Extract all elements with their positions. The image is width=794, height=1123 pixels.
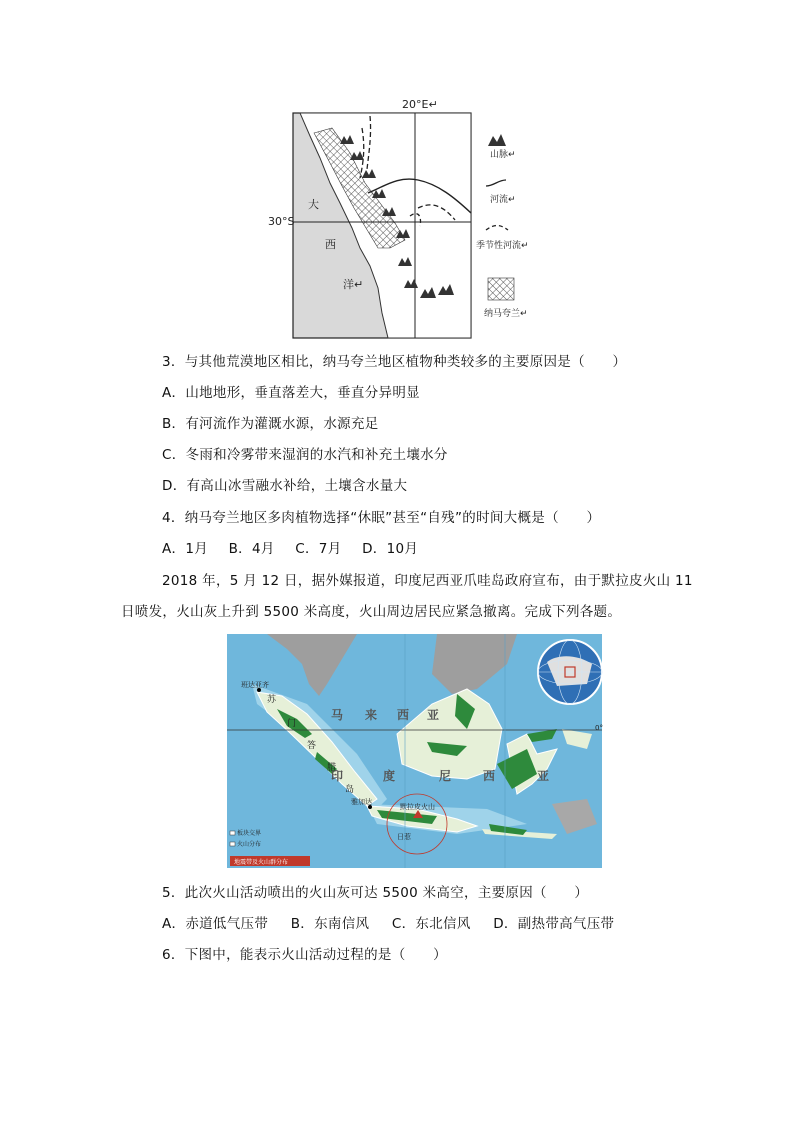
label-merapi: 默拉皮火山 — [400, 803, 435, 811]
ocean-char-3: 洋↵ — [343, 278, 364, 291]
q5-option-a: A．赤道低气压带 — [162, 916, 269, 932]
label-equator: 0° — [595, 724, 603, 732]
legend-namaqualand-label: 纳马夸兰↵ — [484, 309, 528, 319]
globe-inset-icon — [538, 640, 602, 704]
q3-option-d: D．有高山冰雪融水补给，土壤含水量大 — [162, 478, 408, 494]
q3-option-a: A．山地地形，垂直落差大，垂直分异明显 — [162, 385, 420, 401]
ocean-char-2: 西 — [325, 238, 336, 251]
q4-option-c: C．7月 — [295, 541, 342, 557]
legend-seasonal-river-label: 季节性河流↵ — [476, 241, 529, 251]
namaqualand-map — [270, 98, 540, 343]
label-malaysia-2: 来 — [365, 708, 378, 722]
q4-option-a: A．1月 — [162, 541, 209, 557]
legend-plate-label: 板块交界 — [237, 830, 262, 837]
indonesia-map-svg — [227, 634, 602, 868]
seasonal-river-icon — [486, 226, 508, 231]
mountain-range-icon — [488, 134, 506, 146]
label-malaysia-3: 西 — [397, 708, 410, 722]
label-sumatra-1: 苏 — [267, 695, 277, 705]
legend-volcano-icon — [230, 842, 235, 846]
lon-label: 20°E↵ — [402, 98, 438, 111]
label-indonesia-5: 亚 — [537, 769, 550, 783]
q5-option-c: C．东北信风 — [391, 916, 471, 932]
ocean-char-1: 大 — [308, 198, 319, 211]
q4-options — [162, 540, 418, 558]
legend-river-label: 河流↵ — [490, 195, 516, 205]
label-malaysia-1: 马 — [331, 708, 344, 722]
label-sumatra-4: 腊 — [327, 763, 337, 773]
legend-volcano-label: 火山分布 — [237, 841, 262, 848]
label-malaysia-4: 亚 — [427, 708, 440, 722]
q3-option-b: B．有河流作为灌溉水源，水源充足 — [162, 416, 379, 432]
legend-mountain-label: 山脉↵ — [490, 150, 516, 160]
indonesia-map — [227, 634, 602, 868]
label-indonesia-4: 西 — [483, 769, 496, 783]
label-banda-aceh: 班达亚齐 — [241, 681, 269, 689]
legend-plate-icon — [230, 831, 235, 835]
label-indonesia-2: 度 — [383, 769, 396, 783]
map-caption: 地震带及火山群分布 — [234, 859, 289, 866]
q4-option-b: B．4月 — [228, 541, 275, 557]
label-sumatra-5: 岛 — [345, 785, 355, 795]
q4-stem: 4．纳马夸兰地区多肉植物选择“休眠”甚至“自残”的时间大概是（ ） — [162, 510, 601, 526]
q5-options — [162, 915, 614, 933]
label-sumatra-3: 答 — [307, 741, 317, 751]
q5-option-d: D．副热带高气压带 — [493, 916, 615, 932]
label-jakarta: 雅加达 — [351, 798, 372, 806]
river-icon — [486, 180, 506, 186]
q3-stem: 3．与其他荒漠地区相比，纳马夸兰地区植物种类较多的主要原因是（ ） — [162, 354, 627, 370]
label-indonesia-1: 印 — [331, 769, 344, 783]
q5-stem: 5．此次火山活动喷出的火山灰可达 5500 米高空，主要原因（ ） — [162, 885, 589, 901]
q5-option-b: B．东南信风 — [290, 916, 370, 932]
intro-line-1: 2018 年，5 月 12 日，据外媒报道，印度尼西亚爪哇岛政府宣布，由于默拉皮火山 11 — [162, 573, 693, 589]
q4-option-d: D．10月 — [362, 541, 419, 557]
label-sumatra-2: 门 — [287, 719, 297, 729]
label-indonesia-3: 尼 — [439, 769, 452, 783]
lat-label: 30°S — [268, 215, 295, 228]
q6-stem: 6．下图中，能表示火山活动过程的是（ ） — [162, 947, 447, 963]
label-yogyakarta: 日惹 — [397, 833, 411, 841]
namaqualand-hatch-icon — [488, 278, 514, 300]
intro-line-2: 日喷发，火山灰上升到 5500 米高度，火山周边居民应紧急撤离。完成下列各题。 — [121, 604, 622, 620]
q3-option-c: C．冬雨和冷雾带来湿润的水汽和补充土壤水分 — [162, 447, 448, 463]
